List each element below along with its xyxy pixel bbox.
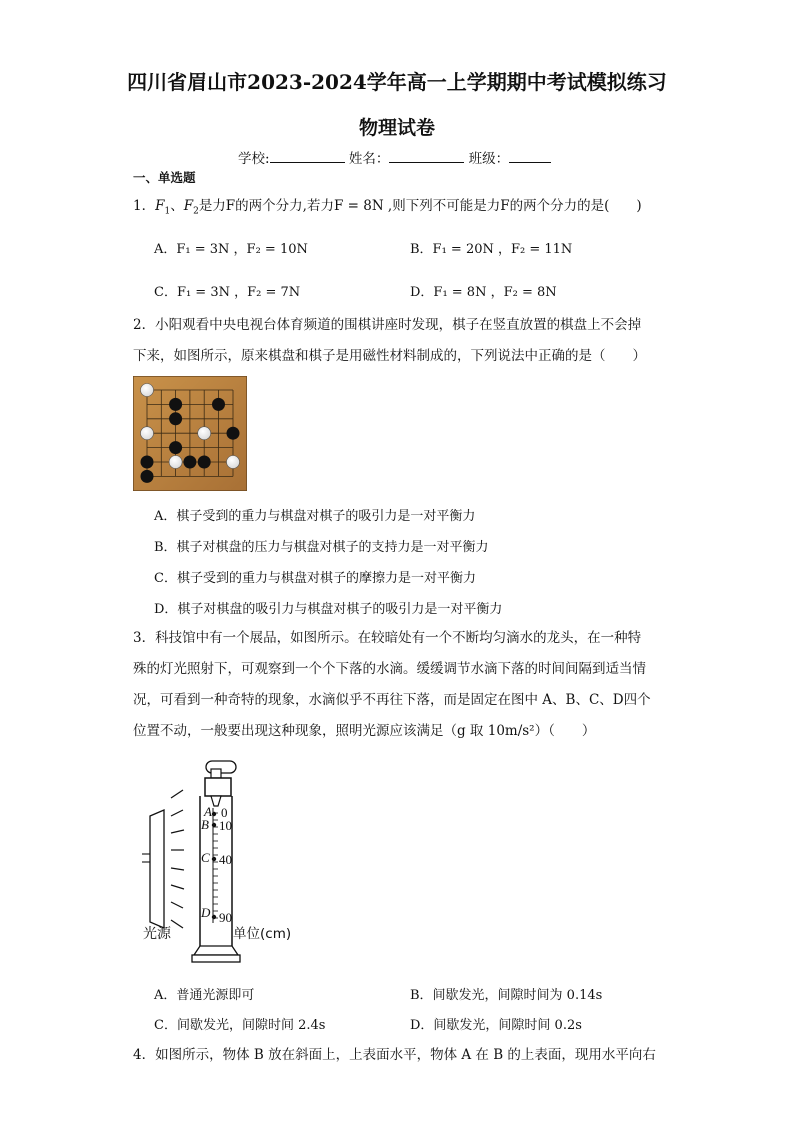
q3-line-3: 况，可看到一种奇特的现象，水滴似乎不再往下落，而是固定在图中 A、B、C、D四个 bbox=[133, 692, 651, 708]
q3-line-4: 位置不动，一般要出现这种现象，照明光源应该满足（g 取 10m/s²）（ ） bbox=[133, 723, 596, 739]
q1-number: 1． bbox=[133, 198, 156, 214]
q3-option-a[interactable]: A．普通光源即可 bbox=[154, 988, 255, 1003]
scale-40: 40 bbox=[219, 852, 232, 867]
unit-label: 单位(cm) bbox=[233, 926, 292, 942]
document-title: 四川省眉山市2023-2024学年高一上学期期中考试模拟练习 bbox=[127, 70, 667, 94]
class-blank[interactable] bbox=[509, 149, 551, 163]
question-2 bbox=[133, 310, 663, 372]
question-4 bbox=[133, 1040, 663, 1071]
q1-stem: 是力F的两个分力,若力F = 8N ,则下列不可能是力F的两个分力的是( ) bbox=[198, 198, 642, 214]
go-board-figure bbox=[133, 376, 247, 491]
school-label: 学校: bbox=[238, 151, 270, 167]
dripping-faucet-figure bbox=[133, 758, 308, 968]
q4-line-1: 4．如图所示，物体 B 放在斜面上，上表面水平，物体 A 在 B 的上表面，现用水平向右 bbox=[133, 1047, 656, 1063]
q3-line-1: 3．科技馆中有一个展品，如图所示。在较暗处有一个不断均匀滴水的龙头，在一种特 bbox=[133, 630, 642, 646]
q3-line-2: 殊的灯光照射下，可观察到一个个下落的水滴。缓缓调节水滴下落的时间间隔到适当情 bbox=[133, 661, 646, 677]
name-blank[interactable] bbox=[389, 149, 464, 163]
school-blank[interactable] bbox=[270, 149, 345, 163]
question-1: 1．$F_1$、$F_2$是力F的两个分力,若力F = 8N ,则下列不可能是力F的两个分力的是( ) bbox=[133, 198, 642, 217]
q2-line-1: 2．小阳观看中央电视台体育频道的围棋讲座时发现，棋子在竖直放置的棋盘上不会掉 bbox=[133, 317, 642, 333]
question-3 bbox=[133, 623, 663, 747]
document-subtitle: 物理试卷 bbox=[358, 117, 435, 139]
light-source-icon bbox=[150, 810, 164, 928]
section-heading: 一、单选题 bbox=[133, 170, 196, 185]
point-a-label: A bbox=[204, 804, 212, 819]
class-label: 班级： bbox=[468, 151, 510, 167]
q1-option-a[interactable]: A．F₁ = 3N ，F₂ = 10N bbox=[154, 242, 308, 257]
q2-option-a[interactable]: A．棋子受到的重力与棋盘对棋子的吸引力是一对平衡力 bbox=[154, 509, 476, 524]
q3-option-d[interactable]: D．间歇发光，间隙时间 0.2s bbox=[410, 1018, 582, 1033]
scale-0: 0 bbox=[221, 805, 228, 820]
student-info-row bbox=[238, 147, 551, 167]
q2-line-2: 下来，如图所示，原来棋盘和棋子是用磁性材料制成的，下列说法中正确的是（ ） bbox=[133, 348, 646, 364]
q3-option-b[interactable]: B．间歇发光，间隙时间为 0.14s bbox=[410, 988, 603, 1003]
point-d-label: D bbox=[201, 905, 211, 920]
name-label: 姓名： bbox=[348, 151, 390, 167]
q1-option-d[interactable]: D．F₁ = 8N ，F₂ = 8N bbox=[410, 285, 557, 300]
q1-option-b[interactable]: B．F₁ = 20N ，F₂ = 11N bbox=[410, 242, 573, 257]
point-b-label: B bbox=[201, 817, 209, 832]
q2-option-d[interactable]: D．棋子对棋盘的吸引力与棋盘对棋子的吸引力是一对平衡力 bbox=[154, 602, 503, 617]
scale-10: 10 bbox=[219, 818, 232, 833]
scale-90: 90 bbox=[219, 910, 232, 925]
light-source-label: 光源 bbox=[143, 926, 171, 942]
q2-option-c[interactable]: C．棋子受到的重力与棋盘对棋子的摩擦力是一对平衡力 bbox=[154, 571, 476, 586]
point-c-label: C bbox=[201, 850, 210, 865]
q2-option-b[interactable]: B．棋子对棋盘的压力与棋盘对棋子的支持力是一对平衡力 bbox=[154, 540, 489, 555]
q3-option-c[interactable]: C．间歇发光，间隙时间 2.4s bbox=[154, 1018, 326, 1033]
q1-option-c[interactable]: C．F₁ = 3N ，F₂ = 7N bbox=[154, 285, 301, 300]
